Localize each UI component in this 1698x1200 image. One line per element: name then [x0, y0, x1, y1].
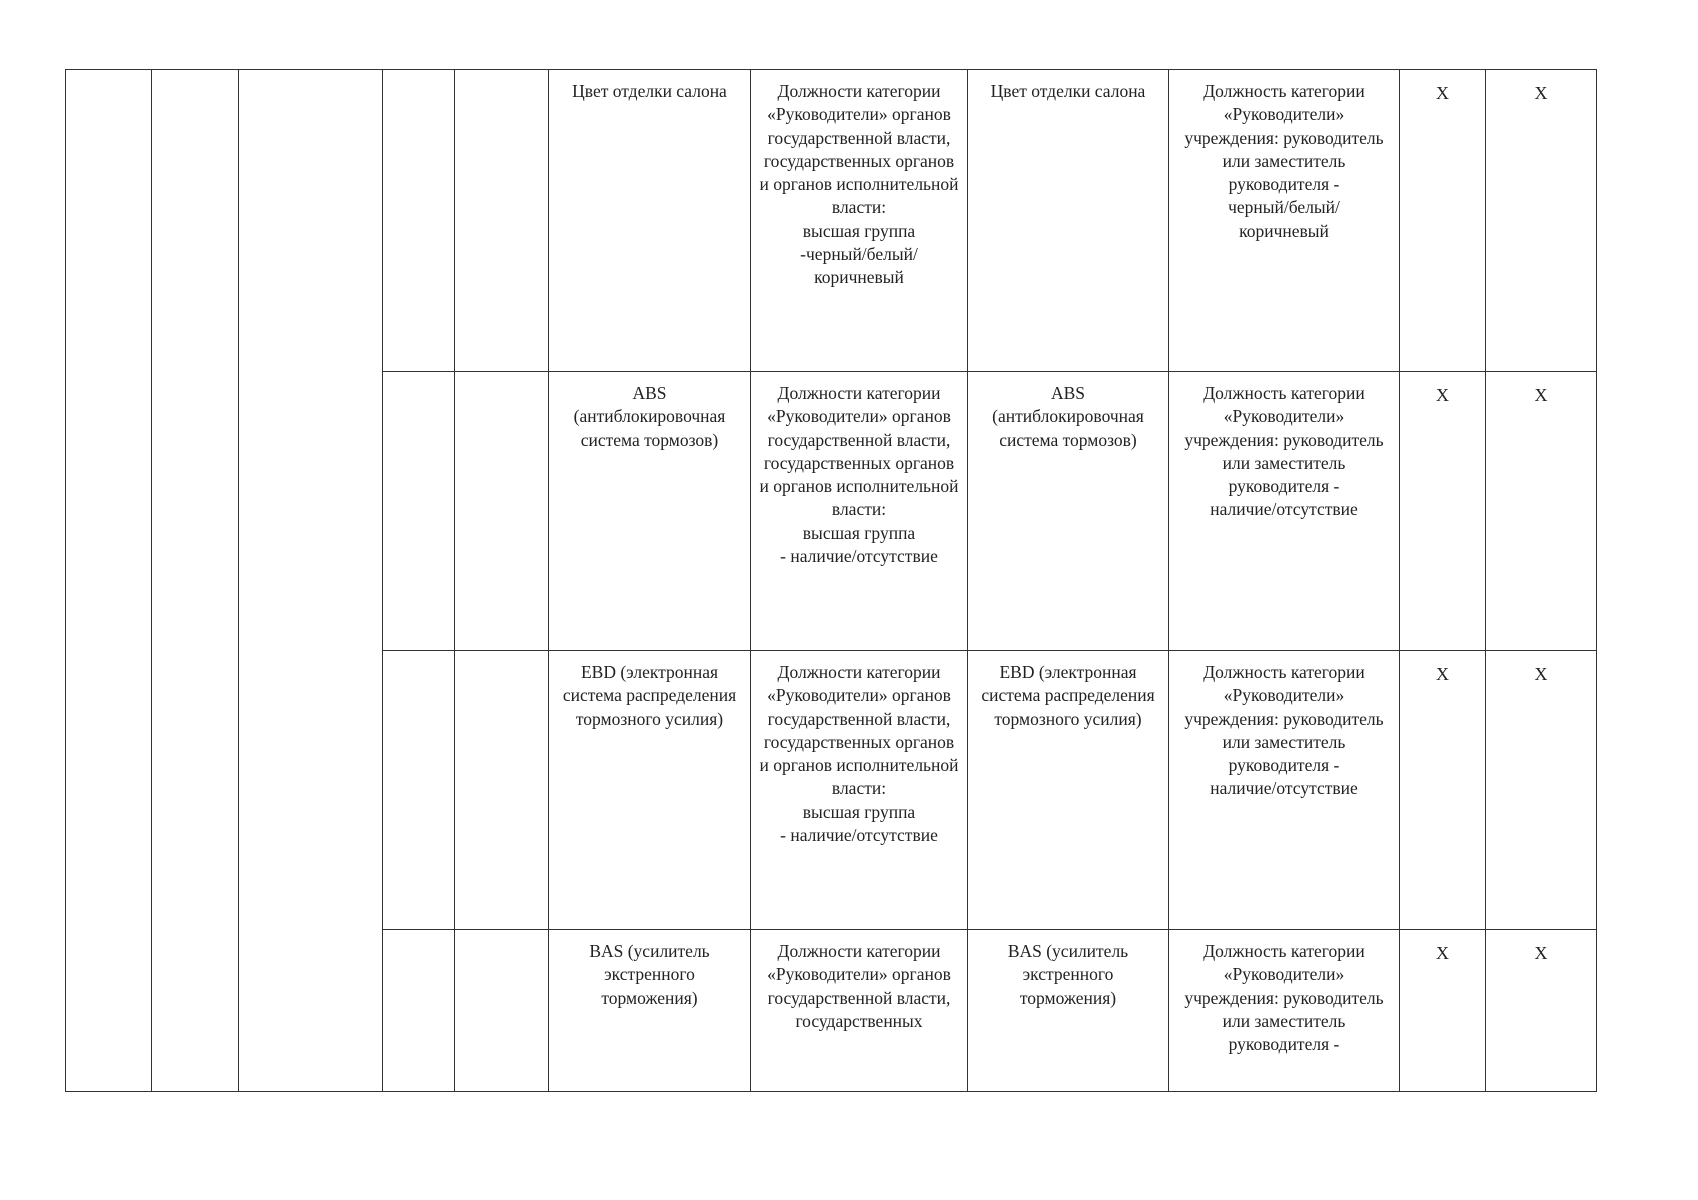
max-value-cell: Должности категории «Руководители» органов государственной власти, государственных органов и органов исполнительной власти: высшая группа -черный/белый/ коричневый	[751, 70, 968, 372]
mark-cell-2: X	[1486, 70, 1597, 372]
cell-col-4	[383, 651, 455, 930]
value-cell-2: Должность категории «Руководители» учреждения: руководитель или заместитель руководителя - наличие/отсутствие	[1169, 372, 1400, 651]
requirements-table	[65, 69, 1597, 1092]
characteristic-cell: BAS (усилитель экстренного торможения)	[549, 930, 751, 1092]
characteristic-cell-2: BAS (усилитель экстренного торможения)	[968, 930, 1169, 1092]
mark-cell-2: X	[1486, 930, 1597, 1092]
characteristic-cell-2: ABS (антиблокировочная система тормозов)	[968, 372, 1169, 651]
mark-cell-1: X	[1400, 70, 1486, 372]
mark-cell-1: X	[1400, 651, 1486, 930]
cell-col-1	[66, 70, 152, 1092]
table-row	[66, 70, 1597, 372]
max-value-cell: Должности категории «Руководители» органов государственной власти, государственных	[751, 930, 968, 1092]
cell-col-4	[383, 70, 455, 372]
characteristic-cell-2: Цвет отделки салона	[968, 70, 1169, 372]
mark-cell-2: X	[1486, 372, 1597, 651]
cell-col-4	[383, 930, 455, 1092]
cell-col-4	[383, 372, 455, 651]
mark-cell-2: X	[1486, 651, 1597, 930]
cell-col-5	[455, 651, 549, 930]
mark-cell-1: X	[1400, 372, 1486, 651]
cell-col-3	[239, 70, 383, 1092]
value-cell-2: Должность категории «Руководители» учреждения: руководитель или заместитель руководителя - наличие/отсутствие	[1169, 651, 1400, 930]
characteristic-cell-2: EBD (электронная система распределения тормозного усилия)	[968, 651, 1169, 930]
value-cell-2: Должность категории «Руководители» учреждения: руководитель или заместитель руководителя -	[1169, 930, 1400, 1092]
cell-col-5	[455, 930, 549, 1092]
characteristic-cell: ABS (антиблокировочная система тормозов)	[549, 372, 751, 651]
max-value-cell: Должности категории «Руководители» органов государственной власти, государственных органов и органов исполнительной власти: высшая группа - наличие/отсутствие	[751, 651, 968, 930]
characteristic-cell: EBD (электронная система распределения тормозного усилия)	[549, 651, 751, 930]
cell-col-2	[152, 70, 239, 1092]
mark-cell-1: X	[1400, 930, 1486, 1092]
cell-col-5	[455, 372, 549, 651]
max-value-cell: Должности категории «Руководители» органов государственной власти, государственных органов и органов исполнительной власти: высшая группа - наличие/отсутствие	[751, 372, 968, 651]
value-cell-2: Должность категории «Руководители» учреждения: руководитель или заместитель руководителя - черный/белый/ коричневый	[1169, 70, 1400, 372]
cell-col-5	[455, 70, 549, 372]
characteristic-cell: Цвет отделки салона	[549, 70, 751, 372]
